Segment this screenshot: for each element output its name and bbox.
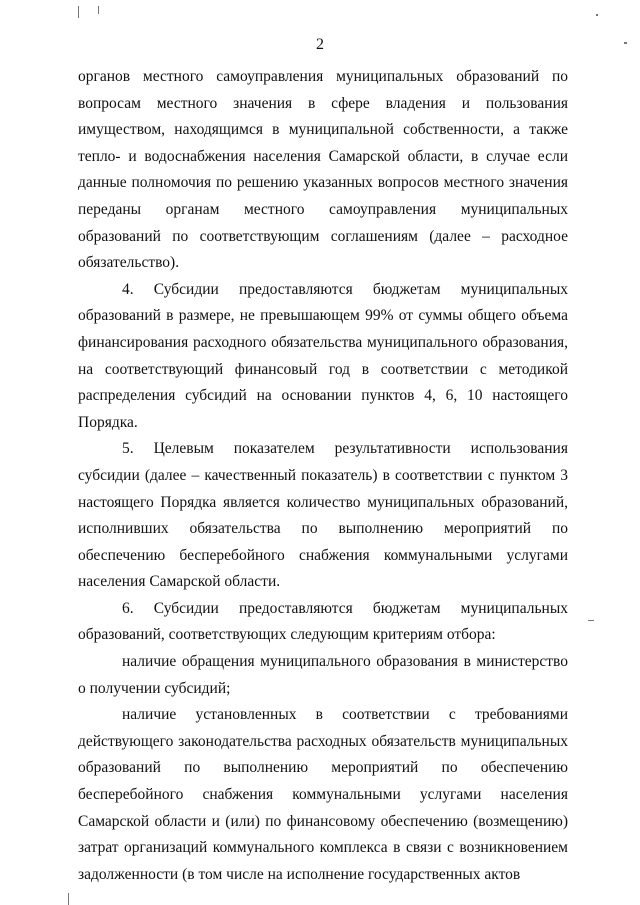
- paragraph-criterion-1: наличие обращения муниципального образования в министерство о получении субсидий;: [78, 653, 568, 697]
- scan-mark-top-right: [596, 14, 598, 16]
- scan-mark-top-left-2: [98, 6, 99, 14]
- scan-mark-margin: [588, 620, 594, 621]
- paragraph-item-5: 5. Целевым показателем результативности использования субсидии (далее – качественный показатель) в соответствии с пунктом 3 настоящего Порядка является количество муниципальных образований, исполнивших обязательства по выполнению мероприятий по обеспечению бесперебойного снабжения коммунальными услугами населения Самарской области.: [78, 440, 568, 591]
- paragraph-criterion-2: наличие установленных в соответствии с требованиями действующего законодательства расходных обязательств муниципальных образований по выполнению мероприятий по обеспечению бесперебойного снабжения коммунальными услугами населения Самарской области и (или) по финансовому обеспечению (возмещению) затрат организаций коммунального комплекса в связи с возникновением задолженности (в том числе на исполнение государственных актов: [78, 706, 568, 883]
- scan-mark-right: [624, 42, 627, 44]
- document-body: [78, 64, 568, 888]
- scan-mark-top-left: [78, 6, 79, 18]
- paragraph-continuation: органов местного самоуправления муниципальных образований по вопросам местного значения в сфере владения и пользования имуществом, находящимся в муниципальной собственности, а также тепло- и водоснабжения населения Самарской области, в случае если данные полномочия по решению указанных вопросов местного значения переданы органам местного самоуправления муниципальных образований по соответствующим соглашениям (далее – расходное обязательство).: [78, 68, 568, 272]
- page-number: 2: [316, 36, 324, 53]
- scan-mark-bottom-left: [68, 893, 69, 905]
- paragraph-item-4: 4. Субсидии предоставляются бюджетам муниципальных образований в размере, не превышающем 99% от суммы общего объема финансирования расходного обязательства муниципального образования, на соответствующий финансовый год в соответствии с методикой распределения субсидий на основании пунктов 4, 6, 10 настоящего Порядка.: [78, 280, 568, 431]
- paragraph-item-6: 6. Субсидии предоставляются бюджетам муниципальных образований, соответствующих следующим критериям отбора:: [78, 599, 568, 644]
